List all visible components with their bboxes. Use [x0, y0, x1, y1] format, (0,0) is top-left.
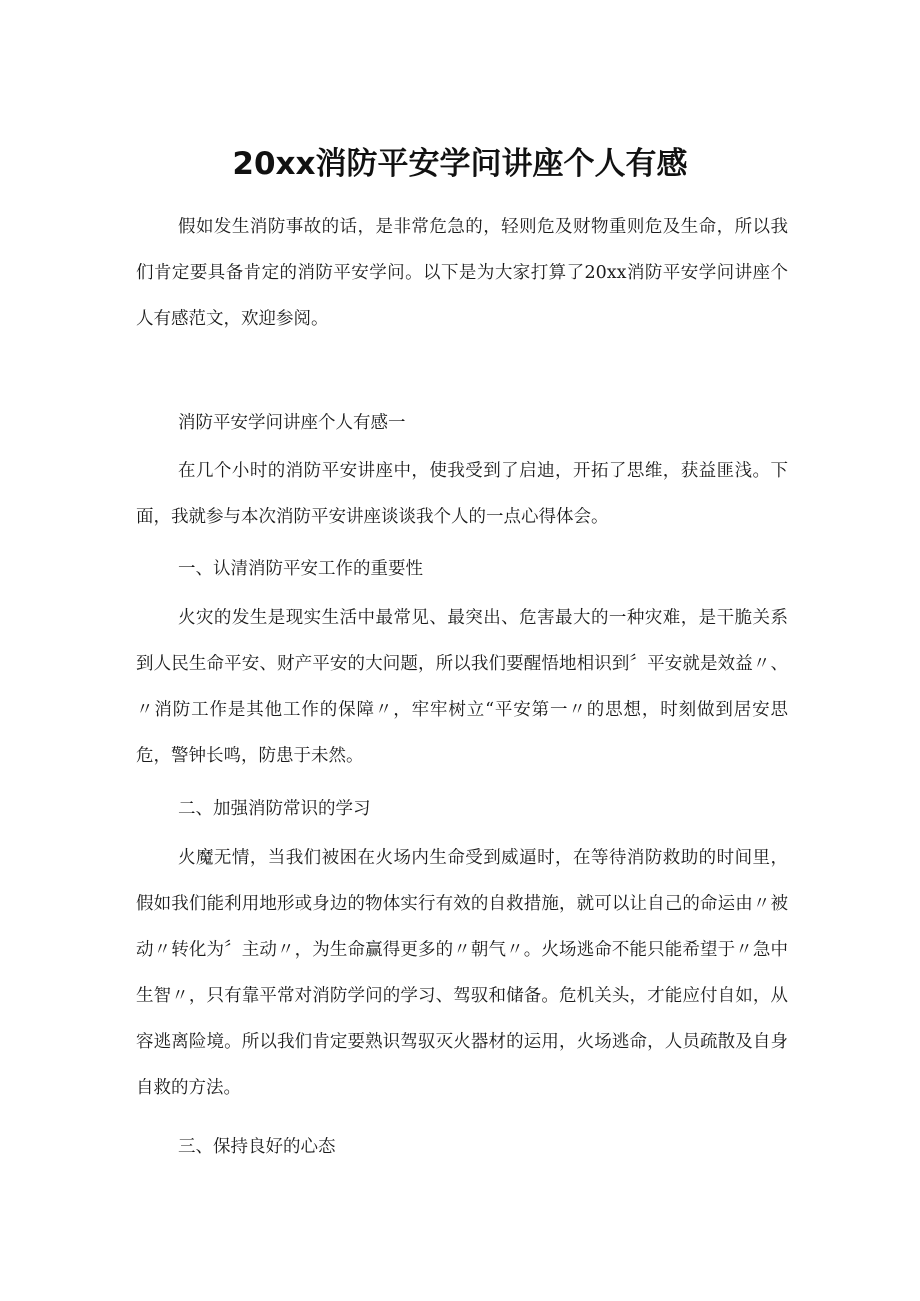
document-title: 20xx消防平安学问讲座个人有感 — [232, 146, 688, 182]
paragraph-3: 火魔无情，当我们被困在火场内生命受到威逼时，在等待消防救助的时间里，假如我们能利用地形或身边的物体实行有效的自救措施，就可以让自己的命运由〃被动〃转化为〞主动〃，为生命赢得更多的〃朝气〃。火场逃命不能只能希望于〃急中生智〃，只有靠平常对消防学问的学习、驾驭和储备。危机关头，才能应付自如，从容逃离险境。所以我们肯定要熟识驾驭灭火器材的运用，火场逃命，人员疏散及自身自救的方法。 — [136, 848, 788, 1098]
section-title: 消防平安学问讲座个人有感一 — [178, 413, 406, 433]
heading-3: 三、保持良好的心态 — [178, 1137, 336, 1157]
intro-paragraph: 假如发生消防事故的话，是非常危急的，轻则危及财物重则危及生命，所以我们肯定要具备肯定的消防平安学问。以下是为大家打算了20xx消防平安学问讲座个人有感范文，欢迎参阅。 — [136, 217, 788, 329]
heading-1: 一、认清消防平安工作的重要性 — [178, 559, 423, 579]
paragraph-2: 火灾的发生是现实生活中最常见、最突出、危害最大的一种灾难，是干脆关系到人民生命平安、财产平安的大问题，所以我们要醒悟地相识到〞平安就是效益〃、〃消防工作是其他工作的保障〃，牢牢树立“平安第一〃的思想，时刻做到居安思危，警钟长鸣，防患于未然。 — [136, 608, 788, 766]
heading-2: 二、加强消防常识的学习 — [178, 799, 371, 819]
paragraph-1: 在几个小时的消防平安讲座中，使我受到了启迪，开拓了思维，获益匪浅。下面，我就参与本次消防平安讲座谈谈我个人的一点心得体会。 — [136, 461, 788, 527]
